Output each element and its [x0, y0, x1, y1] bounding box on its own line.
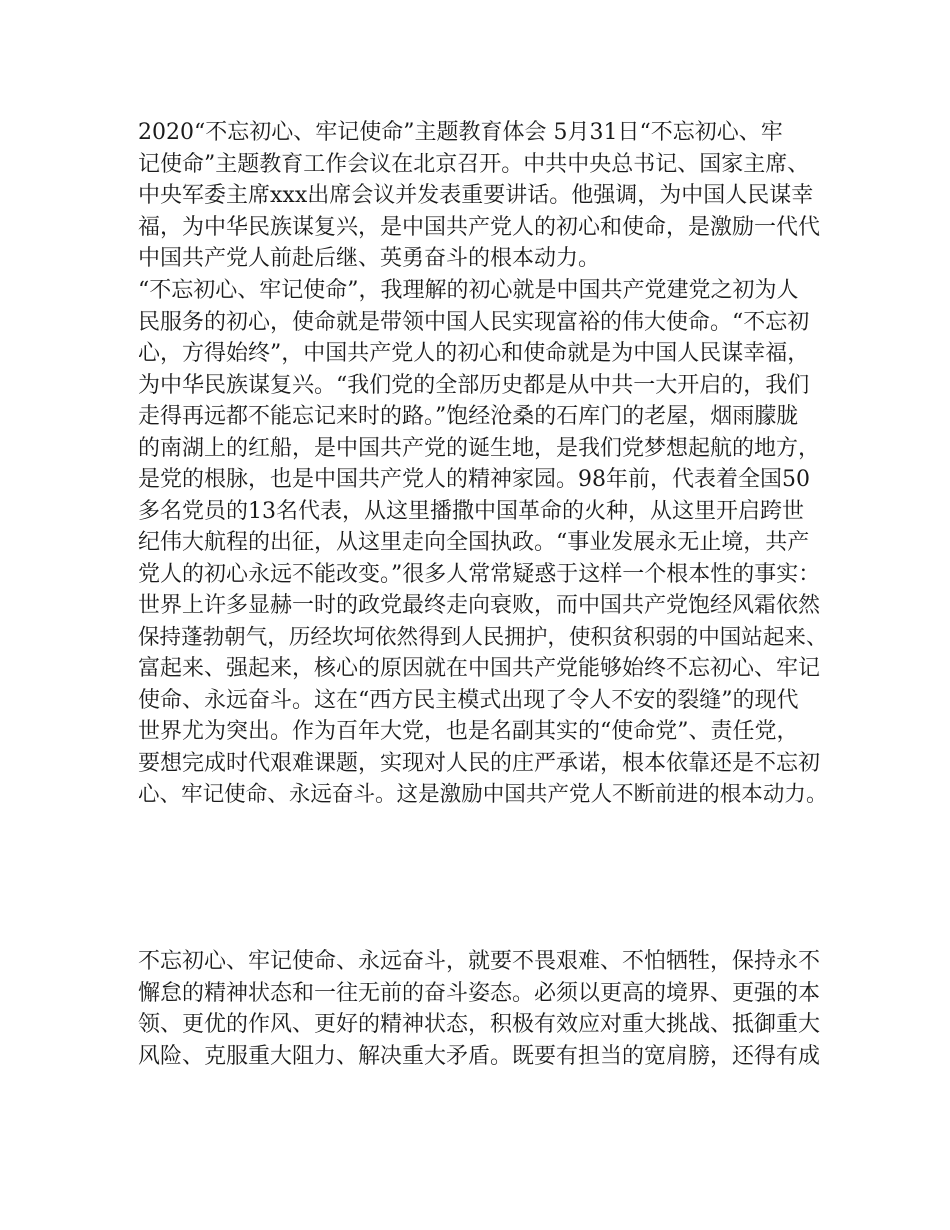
- text-line: 心、牢记使命、永远奋斗。这是激励中国共产党人不断前进的根本动力。: [138, 782, 828, 807]
- text-line: 世界上许多显赫一时的政党最终走向衰败，而中国共产党饱经风霜依然: [138, 593, 821, 618]
- text-line: 党人的初心永远不能改变。”很多人常常疑惑于这样一个根本性的事实：: [138, 561, 821, 587]
- text-line: 是党的根脉，也是中国共产党人的精神家园。98年前，代表着全国50: [138, 467, 810, 492]
- text-line: 中国共产党人前赴后继、英勇奋斗的根本动力。: [138, 246, 601, 271]
- text-line: 使命、永远奋斗。这在“西方民主模式出现了令人不安的裂缝”的现代: [138, 687, 799, 713]
- text-line: 为中华民族谋复兴。“我们党的全部历史都是从中共一大开启的，我们: [138, 372, 810, 398]
- text-line: 风险、克服重大阻力、解决重大矛盾。既要有担当的宽肩膀，还得有成: [138, 1043, 821, 1069]
- paragraph-closing: [138, 946, 828, 1072]
- paragraph-main: [138, 275, 828, 811]
- text-line: 中央军委主席xxx出席会议并发表重要讲话。他强调，为中国人民谋幸: [138, 183, 814, 208]
- text-line: 要想完成时代艰难课题，实现对人民的庄严承诺，根本依靠还是不忘初: [138, 750, 821, 776]
- text-line: 民服务的初心，使命就是带领中国人民实现富裕的伟大使命。“不忘初: [138, 309, 810, 335]
- text-line: 纪伟大航程的出征，从这里走向全国执政。“事业发展永无止境，共产: [138, 530, 810, 555]
- text-line: 富起来、强起来，核心的原因就在中国共产党能够始终不忘初心、牢记: [138, 656, 821, 681]
- text-line: 多名党员的13名代表，从这里播撒中国革命的火种，从这里开启跨世: [138, 498, 804, 524]
- text-line: “不忘初心、牢记使命”，我理解的初心就是中国共产党建党之初为人: [138, 278, 799, 303]
- text-line: 的南湖上的红船，是中国共产党的诞生地，是我们党梦想起航的地方，: [138, 435, 821, 461]
- text-line: 福，为中华民族谋复兴，是中国共产党人的初心和使命，是激励一代代: [138, 214, 821, 240]
- text-line: 心，方得始终”，中国共产党人的初心和使命就是为中国人民谋幸福，: [138, 341, 810, 366]
- text-line: 2020“不忘初心、牢记使命”主题教育体会 5月31日“不忘初心、牢: [138, 120, 783, 145]
- text-line: 不忘初心、牢记使命、永远奋斗，就要不畏艰难、不怕牺牲，保持永不: [138, 949, 821, 974]
- text-line: 懈怠的精神状态和一往无前的奋斗姿态。必须以更高的境界、更强的本: [138, 980, 821, 1006]
- text-line: 走得再远都不能忘记来时的路。”饱经沧桑的石库门的老屋，烟雨朦胧: [138, 404, 799, 429]
- text-line: 世界尤为突出。作为百年大党，也是名副其实的“使命党”、责任党，: [138, 719, 799, 744]
- text-line: 保持蓬勃朝气，历经坎坷依然得到人民拥护，使积贫积弱的中国站起来、: [138, 624, 828, 650]
- paragraph-intro: [138, 117, 828, 275]
- text-line: 记使命”主题教育工作会议在北京召开。中共中央总书记、国家主席、: [138, 151, 810, 177]
- text-line: 领、更优的作风、更好的精神状态，积极有效应对重大挑战、抵御重大: [138, 1012, 821, 1037]
